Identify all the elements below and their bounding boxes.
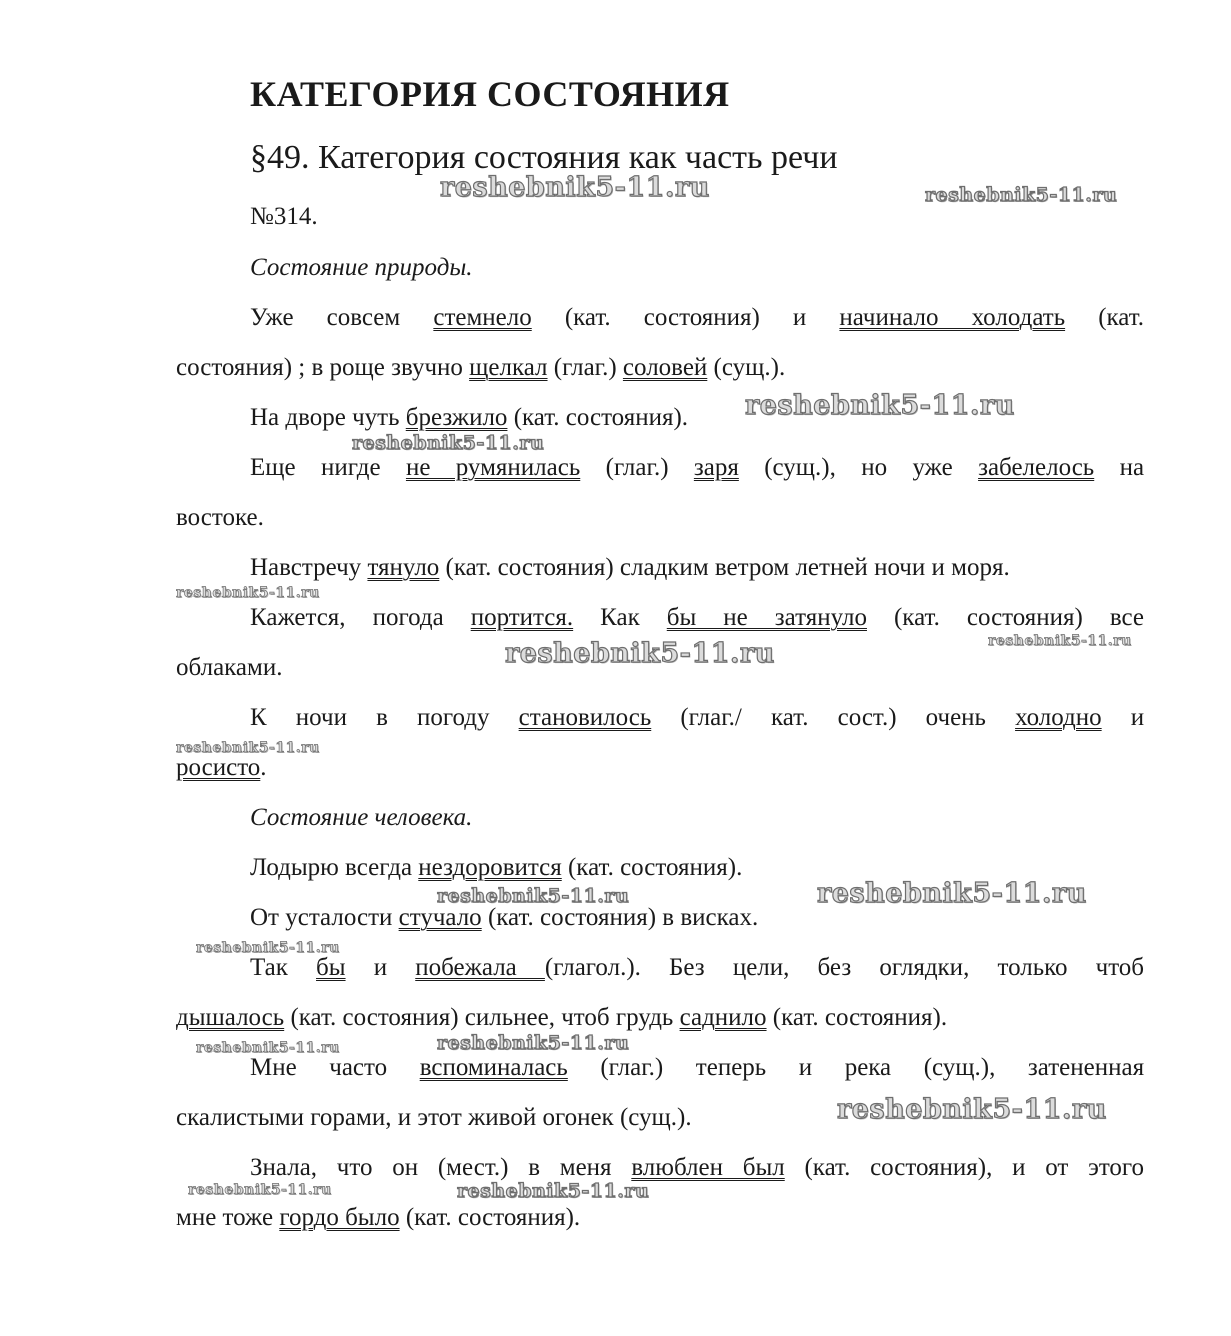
watermark: reshebnik5-11.ru bbox=[837, 1094, 1107, 1125]
underlined-word: дышалось bbox=[176, 1004, 285, 1031]
text-line: Кажется, погода портится. Как бы не затянуло (кат. состояния) все bbox=[250, 604, 1144, 631]
text-line: дышалось (кат. состояния) сильнее, чтоб грудь саднило (кат. состояния). bbox=[176, 1004, 948, 1031]
text-line: росисто. bbox=[176, 754, 267, 781]
watermark: reshebnik5-11.ru bbox=[988, 633, 1132, 649]
watermark: reshebnik5-11.ru bbox=[352, 432, 545, 454]
text-line: скалистыми горами, и этот живой огонек (сущ.). bbox=[176, 1104, 692, 1131]
text-line: Еще нигде не румянилась (глаг.) заря (сущ.), но уже забелелось на bbox=[250, 454, 1144, 481]
underlined-word: заря bbox=[693, 454, 739, 481]
text-line: Мне часто вспоминалась (глаг.) теперь и река (сущ.), затененная bbox=[250, 1054, 1144, 1081]
watermark: reshebnik5-11.ru bbox=[457, 1180, 650, 1202]
text-line: востоке. bbox=[176, 504, 264, 531]
watermark: reshebnik5-11.ru bbox=[196, 940, 340, 956]
text-line: Лодырю всегда нездоровится (кат. состояния). bbox=[250, 854, 743, 881]
text-line: облаками. bbox=[176, 654, 283, 681]
subheading-nature: Состояние природы. bbox=[250, 254, 473, 281]
underlined-word: портится. bbox=[470, 604, 574, 631]
underlined-word: нездоровится bbox=[418, 854, 562, 881]
underlined-word: стучало bbox=[398, 904, 482, 931]
watermark: reshebnik5-11.ru bbox=[437, 1032, 630, 1054]
watermark: reshebnik5-11.ru bbox=[437, 885, 630, 907]
underlined-word: саднило bbox=[679, 1004, 767, 1031]
underlined-word: бы bbox=[316, 954, 346, 981]
underlined-word: вспоминалась bbox=[419, 1054, 568, 1081]
watermark: reshebnik5-11.ru bbox=[176, 740, 320, 756]
underlined-word: начинало холодать bbox=[839, 304, 1066, 331]
underlined-word: становилось bbox=[518, 704, 652, 731]
text-line: От усталости стучало (кат. состояния) в висках. bbox=[250, 904, 759, 931]
text-line: Так бы и побежала (глагол.). Без цели, без оглядки, только чтоб bbox=[250, 954, 1144, 981]
watermark: reshebnik5-11.ru bbox=[188, 1182, 332, 1198]
section-title: §49. Категория состояния как часть речи bbox=[250, 139, 838, 176]
underlined-word: не румянилась bbox=[405, 454, 581, 481]
underlined-word: щелкал bbox=[469, 354, 548, 381]
watermark: reshebnik5-11.ru bbox=[196, 1040, 340, 1056]
watermark: reshebnik5-11.ru bbox=[925, 184, 1118, 206]
text-line: Уже совсем стемнело (кат. состояния) и начинало холодать (кат. bbox=[250, 304, 1144, 331]
text-line: На дворе чуть брезжило (кат. состояния). bbox=[250, 404, 689, 431]
subheading-human: Состояние человека. bbox=[250, 804, 473, 831]
text-line: Знала, что он (мест.) в меня влюблен был (кат. состояния), и от этого bbox=[250, 1154, 1144, 1181]
watermark: reshebnik5-11.ru bbox=[440, 172, 710, 203]
text-line: мне тоже гордо было (кат. состояния). bbox=[176, 1204, 581, 1231]
text-line: К ночи в погоду становилось (глаг./ кат. сост.) очень холодно и bbox=[250, 704, 1144, 731]
underlined-word: тянуло bbox=[367, 554, 440, 581]
text-line: состояния) ; в роще звучно щелкал (глаг.) соловей (сущ.). bbox=[176, 354, 786, 381]
watermark: reshebnik5-11.ru bbox=[817, 878, 1087, 909]
underlined-word: забелелось bbox=[978, 454, 1095, 481]
watermark: reshebnik5-11.ru bbox=[176, 585, 320, 601]
underlined-word: бы не затянуло bbox=[666, 604, 867, 631]
underlined-word: стемнело bbox=[433, 304, 532, 331]
watermark: reshebnik5-11.ru bbox=[505, 638, 775, 669]
underlined-word: гордо было bbox=[279, 1204, 400, 1231]
exercise-number: №314. bbox=[250, 203, 318, 230]
underlined-word: соловей bbox=[622, 354, 708, 381]
underlined-word: холодно bbox=[1015, 704, 1102, 731]
underlined-word: влюблен был bbox=[631, 1154, 785, 1181]
underlined-word: росисто bbox=[176, 754, 261, 781]
watermark: reshebnik5-11.ru bbox=[745, 390, 1015, 421]
underlined-word: брезжило bbox=[405, 404, 508, 431]
text-line: Навстречу тянуло (кат. состояния) сладким ветром летней ночи и моря. bbox=[250, 554, 1010, 581]
chapter-title: КАТЕГОРИЯ СОСТОЯНИЯ bbox=[250, 74, 730, 114]
underlined-word: побежала bbox=[415, 954, 545, 981]
